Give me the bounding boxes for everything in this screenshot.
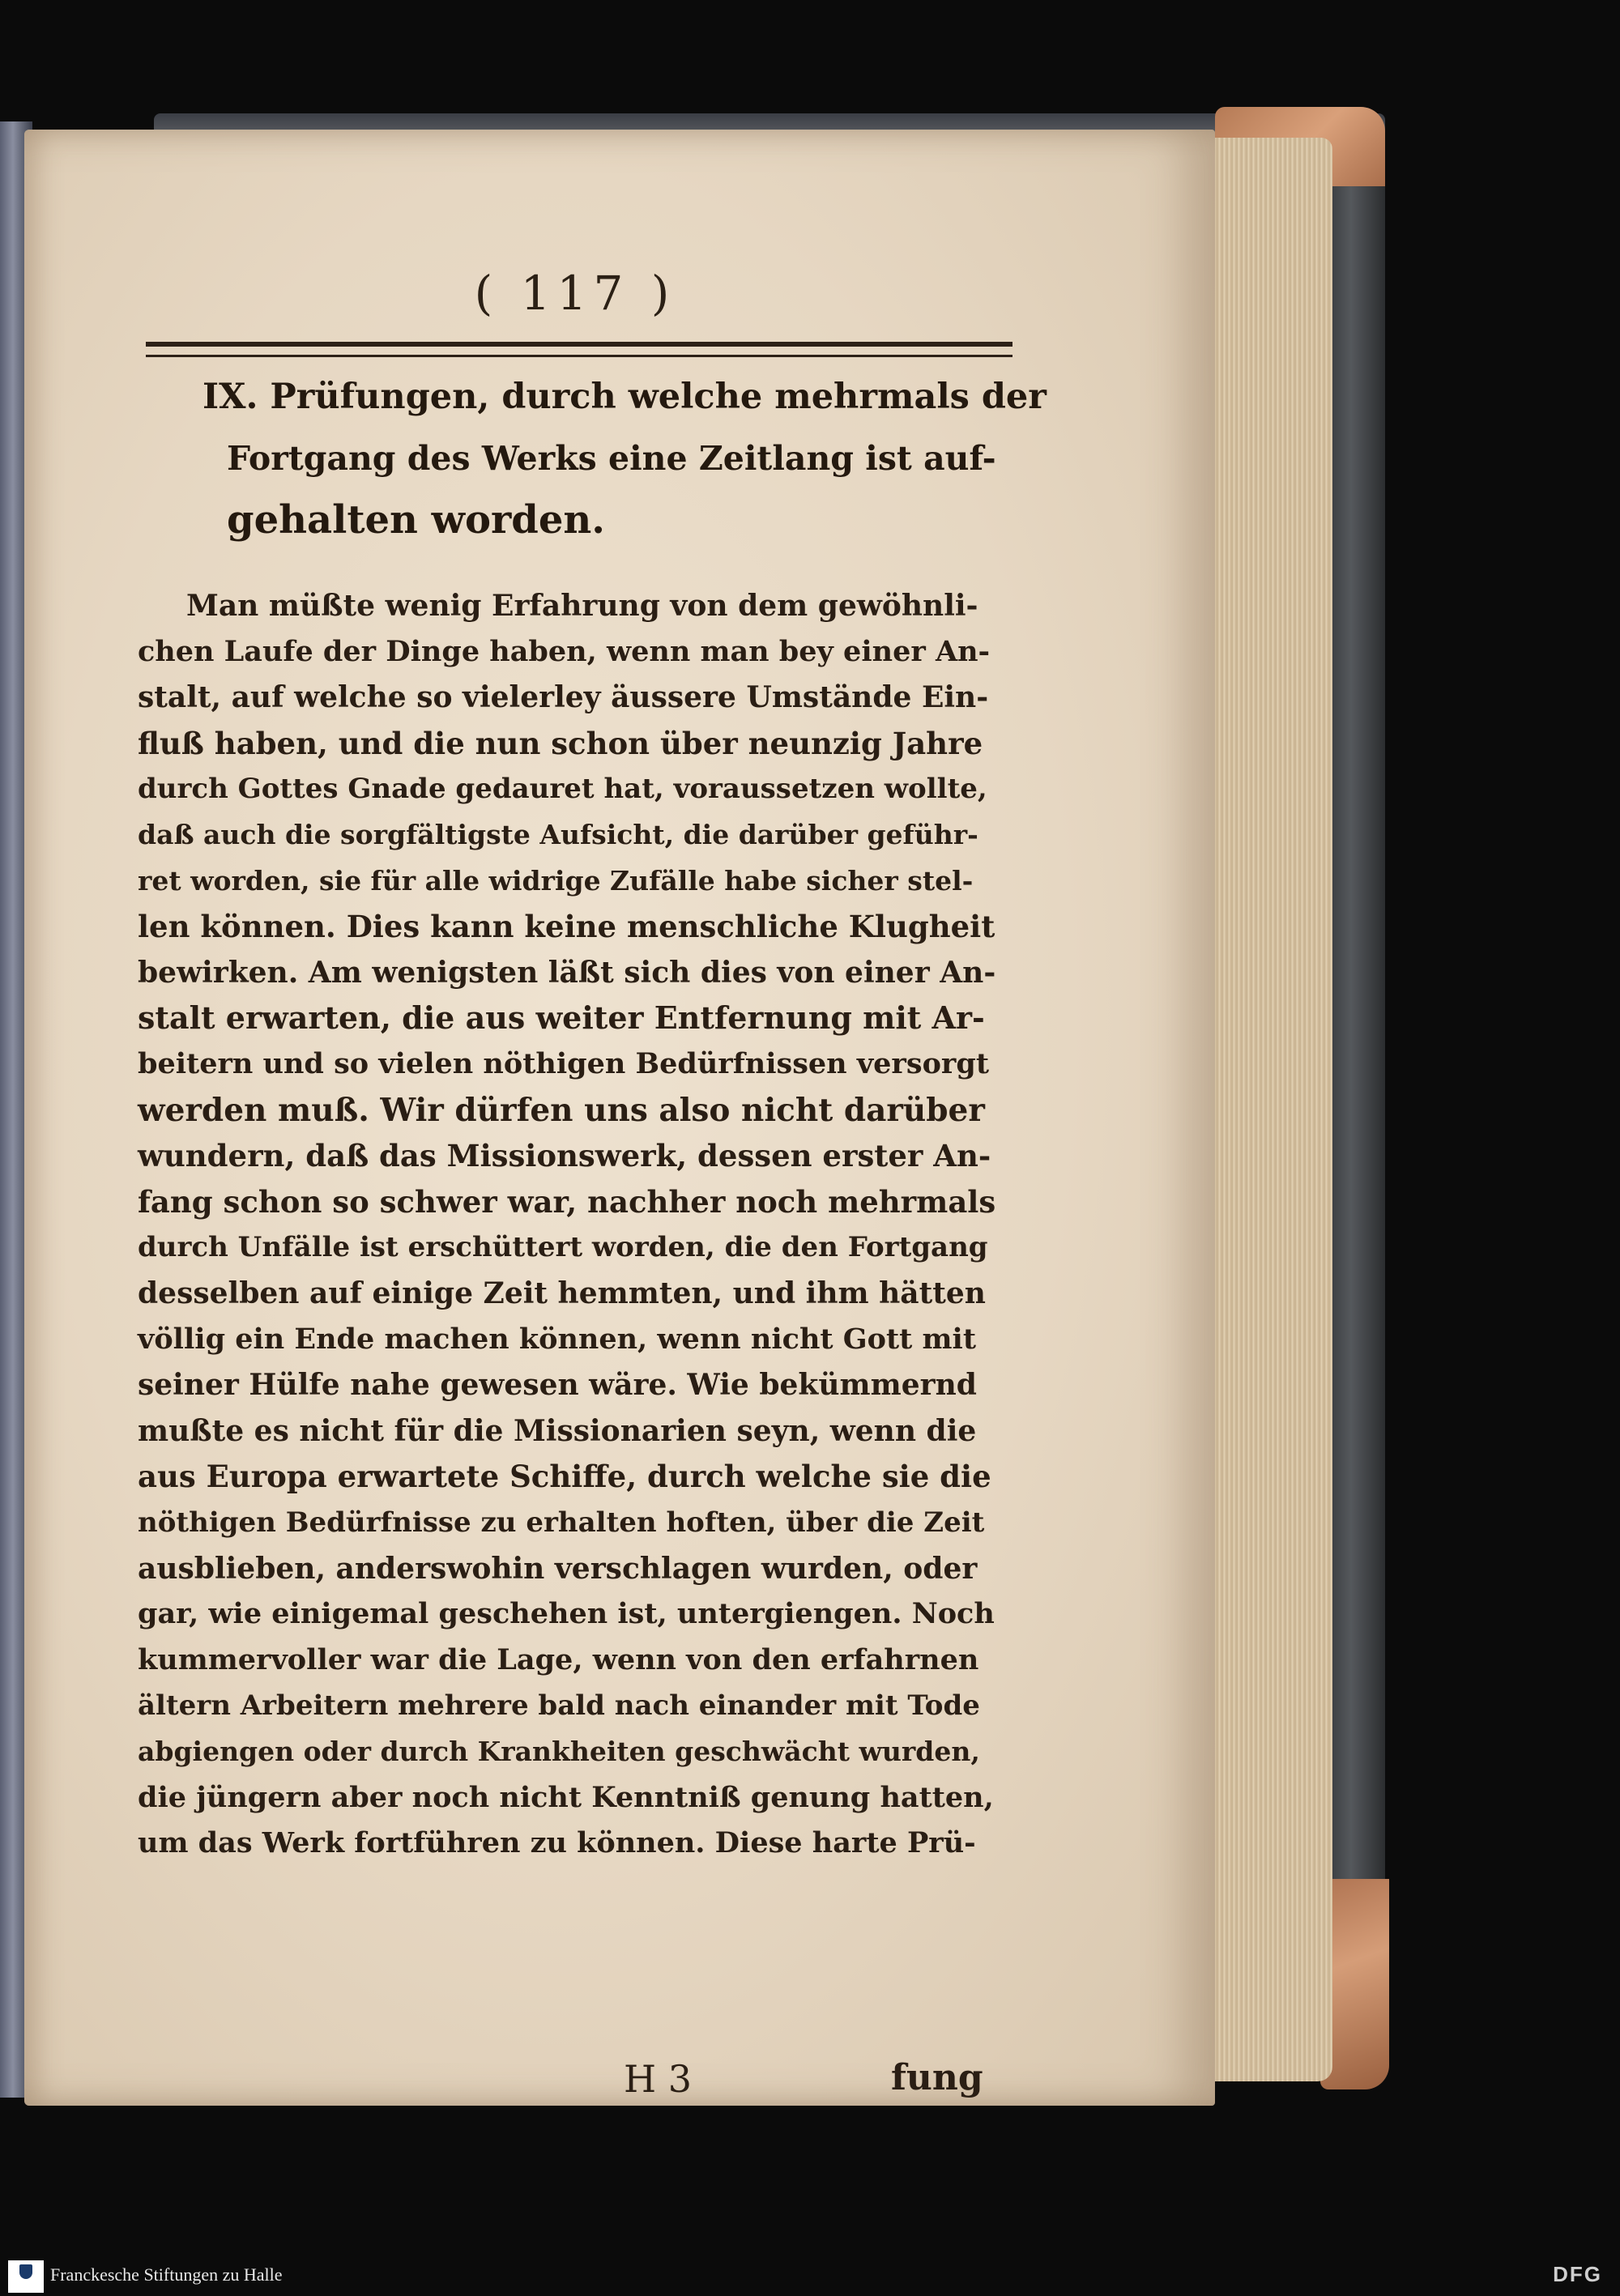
signature-mark: H 3 <box>624 2057 693 2101</box>
body-line: Man müßte wenig Erfahrung von dem gewöhnli- <box>186 589 978 623</box>
body-line: nöthigen Bedürfnisse zu erhalten hoften, über die Zeit <box>138 1506 985 1539</box>
body-line: beitern und so vielen nöthigen Bedürfnissen versorgt <box>138 1047 989 1080</box>
body-line: bewirken. Am wenigsten läßt sich dies von einer An- <box>138 955 996 990</box>
body-line: aus Europa erwartete Schiffe, durch welche sie die <box>138 1459 991 1495</box>
body-line: abgiengen oder durch Krankheiten geschwächt wurden, <box>138 1736 980 1767</box>
catchword: fung <box>891 2057 983 2098</box>
book-page <box>24 130 1215 2106</box>
logo-emblem-icon <box>19 2264 32 2279</box>
dfg-logo: DFG <box>1553 2262 1602 2286</box>
body-line: kummervoller war die Lage, wenn von den erfahrnen <box>138 1642 979 1676</box>
footer-institution: Franckesche Stiftungen zu Halle <box>50 2264 283 2285</box>
body-line: werden muß. Wir dürfen uns also nicht darüber <box>138 1091 985 1129</box>
book-cover-right <box>1328 186 1385 2049</box>
body-line: len können. Dies kann keine menschliche Klugheit <box>138 909 995 945</box>
body-line: fluß haben, und die nun schon über neunzig Jahre <box>138 725 983 761</box>
body-line: durch Gottes Gnade gedauret hat, voraussetzen wollte, <box>138 773 987 806</box>
chapter-heading-line-3: gehalten worden. <box>227 497 605 543</box>
body-line: um das Werk fortführen zu können. Diese harte Prü- <box>138 1826 976 1860</box>
body-line: ältern Arbeitern mehrere bald nach einander mit Tode <box>138 1689 980 1723</box>
body-line: völlig ein Ende machen können, wenn nicht Gott mit <box>138 1322 976 1356</box>
chapter-heading-line-1: IX. Prüfungen, durch welche mehrmals der <box>202 377 1047 417</box>
body-line: stalt, auf welche so vielerley äussere Umstände Ein- <box>138 680 989 715</box>
body-line: ausblieben, anderswohin verschlagen wurden, oder <box>138 1551 978 1586</box>
body-line: die jüngern aber noch nicht Kenntniß genung hatten, <box>138 1780 994 1814</box>
body-line: gar, wie einigemal geschehen ist, untergiengen. Noch <box>138 1597 995 1631</box>
body-line: ret worden, sie für alle widrige Zufälle habe sicher stel- <box>138 864 974 897</box>
body-line: wundern, daß das Missionswerk, dessen erster An- <box>138 1138 991 1174</box>
page-number: ( 117 ) <box>474 266 676 321</box>
body-line: fang schon so schwer war, nachher noch mehrmals <box>138 1183 996 1220</box>
body-line: mußte es nicht für die Missionarien seyn, wenn die <box>138 1413 977 1448</box>
body-line: durch Unfälle ist erschüttert worden, die den Fortgang <box>138 1231 988 1264</box>
header-rule <box>146 342 1013 357</box>
chapter-heading-line-2: Fortgang des Werks eine Zeitlang ist auf- <box>227 439 996 478</box>
body-line: chen Laufe der Dinge haben, wenn man bey einer An- <box>138 634 991 668</box>
body-line: stalt erwarten, die aus weiter Entfernung mit Ar- <box>138 999 985 1037</box>
body-line: daß auch die sorgfältigste Aufsicht, die darüber geführ- <box>138 819 978 850</box>
body-line: desselben auf einige Zeit hemmten, und ihm hätten <box>138 1276 986 1310</box>
body-line: seiner Hülfe nahe gewesen wäre. Wie bekümmernd <box>138 1368 977 1403</box>
